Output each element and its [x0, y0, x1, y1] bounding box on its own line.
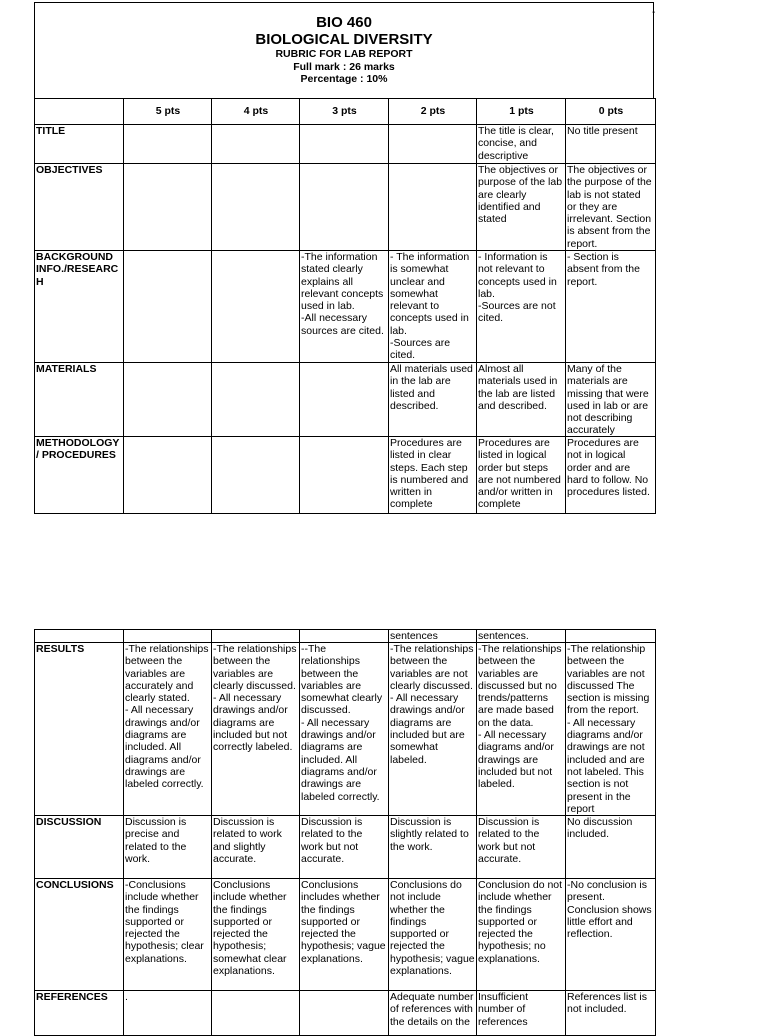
course-code: BIO 460 — [316, 14, 372, 31]
rubric-cell — [389, 164, 477, 251]
rubric-cell — [477, 125, 566, 164]
rubric-cell — [566, 643, 656, 816]
rubric-cell-text: sentences. — [478, 630, 529, 642]
rubric-cell — [212, 437, 300, 514]
rubric-cell-text: . — [125, 991, 128, 1003]
criterion-label: METHODOLOGY / PROCEDURES — [36, 437, 120, 462]
rubric-cell — [566, 125, 656, 164]
rubric-cell-text: Discussion is related to the work but not accurate. — [478, 816, 540, 865]
rubric-cell-text: Discussion is slightly related to the work. — [390, 816, 469, 853]
rubric-cell — [477, 363, 566, 437]
rubric-cell-text: sentences — [390, 630, 438, 642]
rubric-row-discussion — [35, 816, 656, 879]
rubric-cell — [566, 816, 656, 879]
rubric-cell-text: -Conclusions include whether the findings supported or rejected the hypothesis; clear explanations. — [125, 879, 204, 965]
rubric-row-methodology — [35, 437, 656, 514]
rubric-cell — [477, 164, 566, 251]
score-column-header: 3 pts — [300, 99, 389, 125]
rubric-cell-text: Many of the materials are missing that were used in lab or are not describing accurately — [567, 363, 649, 436]
rubric-cell — [124, 125, 212, 164]
rubric-cell-text: -The relationships between the variables are clearly discussed. - All necessary drawings and/or diagrams are included but not correctly labeled. — [213, 643, 297, 754]
criterion-cell — [35, 816, 124, 879]
criterion-cell — [35, 164, 124, 251]
rubric-cell-text: Conclusions do not include whether the findings supported or rejected the hypothesis; vague explanations. — [390, 879, 475, 978]
corner-mark: - — [652, 7, 656, 18]
rubric-cell — [566, 363, 656, 437]
rubric-cell-text: -The relationships between the variables are not clearly discussed. - All necessary drawings and/or diagrams are included but are somewhat labeled. — [390, 643, 474, 766]
rubric-cell — [477, 630, 566, 643]
rubric-cell-text: -No conclusion is present. Conclusion shows little effort and reflection. — [567, 879, 652, 941]
rubric-cell — [389, 991, 477, 1036]
rubric-cell — [300, 437, 389, 514]
rubric-cell — [477, 991, 566, 1036]
rubric-cell — [566, 991, 656, 1036]
rubric-cell-text: - The information is somewhat unclear and somewhat relevant to concepts used in lab. -Sources are cited. — [390, 251, 470, 362]
criterion-label: TITLE — [36, 125, 66, 137]
rubric-cell — [212, 363, 300, 437]
rubric-cell — [124, 630, 212, 643]
rubric-cell — [477, 437, 566, 514]
rubric-cell — [300, 251, 389, 363]
rubric-cell — [212, 816, 300, 879]
document-header — [34, 2, 654, 98]
rubric-cell — [124, 879, 212, 991]
course-title: BIOLOGICAL DIVERSITY — [255, 31, 433, 48]
rubric-cell — [477, 251, 566, 363]
rubric-cell — [124, 643, 212, 816]
rubric-cell — [212, 125, 300, 164]
rubric-cell-text: --The relationships between the variables are somewhat clearly discussed. - All necessary drawings and/or diagrams are included. All diagrams and/or drawings are labeled correctly. — [301, 643, 383, 803]
rubric-cell-text: Conclusion do not include whether the findings supported or rejected the hypothesis; no explanations. — [478, 879, 563, 965]
rubric-cell — [389, 816, 477, 879]
rubric-row-background — [35, 251, 656, 363]
rubric-cell — [389, 363, 477, 437]
rubric-cell — [212, 164, 300, 251]
rubric-cell-text: Discussion is precise and related to the work. — [125, 816, 187, 865]
rubric-title: RUBRIC FOR LAB REPORT — [275, 48, 413, 60]
rubric-cell-text: Conclusions includes whether the findings supported or rejected the hypothesis; vague explanations. — [301, 879, 386, 965]
full-mark: Full mark : 26 marks — [293, 60, 395, 73]
rubric-cell — [477, 879, 566, 991]
rubric-cell — [389, 437, 477, 514]
score-column-header: 2 pts — [389, 99, 477, 125]
score-column-header: 5 pts — [124, 99, 212, 125]
rubric-cell — [566, 630, 656, 643]
rubric-row-materials — [35, 363, 656, 437]
rubric-cell-text: Procedures are not in logical order and are hard to follow. No procedures listed. — [567, 437, 650, 499]
criterion-label: OBJECTIVES — [36, 164, 103, 176]
rubric-cell — [389, 879, 477, 991]
rubric-cell — [566, 251, 656, 363]
rubric-cell-text: -The relationship between the variables are not discussed The section is missing from the report. - All necessary diagrams and/or drawings are not included and are not labeled. This section is not present in the report — [567, 643, 650, 815]
rubric-cell — [300, 125, 389, 164]
rubric-cell — [300, 991, 389, 1036]
rubric-cell-text: References list is not included. — [567, 991, 647, 1016]
rubric-cell — [477, 816, 566, 879]
rubric-cell-text: All materials used in the lab are listed and described. — [390, 363, 473, 412]
rubric-cell — [389, 643, 477, 816]
criterion-cell — [35, 991, 124, 1036]
criterion-label: DISCUSSION — [36, 816, 102, 828]
rubric-cell — [300, 643, 389, 816]
rubric-cell-text: Procedures are listed in logical order but steps are not numbered and/or written in complete — [478, 437, 561, 511]
rubric-cell-text: No title present — [567, 125, 638, 137]
criterion-label: BACKGROUND INFO./RESEARC H — [36, 251, 119, 288]
rubric-cell — [300, 630, 389, 643]
rubric-cell — [477, 643, 566, 816]
rubric-cell — [212, 991, 300, 1036]
score-column-header: 4 pts — [212, 99, 300, 125]
rubric-cell — [212, 251, 300, 363]
rubric-cell — [124, 251, 212, 363]
criterion-label: RESULTS — [36, 643, 85, 655]
criterion-cell — [35, 879, 124, 991]
rubric-cell — [124, 816, 212, 879]
rubric-cell — [124, 437, 212, 514]
rubric-table-part-1 — [34, 98, 656, 514]
rubric-cell — [212, 879, 300, 991]
criterion-column-header — [35, 99, 124, 125]
criterion-label: CONCLUSIONS — [36, 879, 114, 891]
criterion-cell — [35, 643, 124, 816]
rubric-table-part-2 — [34, 629, 656, 1036]
rubric-cell-text: The objectives or the purpose of the lab is not stated or they are irrelevant. Section is absent from the report. — [567, 164, 652, 250]
rubric-cell-text: Procedures are listed in clear steps. Each step is numbered and written in complete — [390, 437, 469, 511]
rubric-cell-text: -The information stated clearly explains all relevant concepts used in lab. -All necessary sources are cited. — [301, 251, 384, 337]
rubric-cell-text: No discussion included. — [567, 816, 633, 841]
rubric-cell-text: Almost all materials used in the lab are listed and described. — [478, 363, 558, 412]
rubric-cell — [566, 164, 656, 251]
criterion-cell — [35, 251, 124, 363]
rubric-row-continued — [35, 630, 656, 643]
score-header-row — [35, 99, 656, 125]
rubric-cell-text: Adequate number of references with the details on the — [390, 991, 474, 1028]
percentage: Percentage : 10% — [300, 73, 388, 85]
rubric-cell — [389, 630, 477, 643]
score-column-header: 0 pts — [566, 99, 656, 125]
rubric-cell — [566, 879, 656, 991]
rubric-cell-text: Insufficient number of references — [478, 991, 529, 1028]
rubric-row-objectives — [35, 164, 656, 251]
rubric-cell-text: -The relationships between the variables are accurately and clearly stated. - All necessary drawings and/or diagrams are included. All diagrams and/or drawings are labeled correctly. — [125, 643, 209, 791]
rubric-cell-text: The title is clear, concise, and descriptive — [478, 125, 554, 162]
rubric-cell-text: Discussion is related to work and slightly accurate. — [213, 816, 282, 865]
score-column-header: 1 pts — [477, 99, 566, 125]
rubric-cell — [124, 991, 212, 1036]
rubric-cell-text: - Section is absent from the report. — [567, 251, 640, 288]
rubric-cell — [300, 816, 389, 879]
rubric-cell-text: Discussion is related to the work but not accurate. — [301, 816, 363, 865]
criterion-label: REFERENCES — [36, 991, 108, 1003]
rubric-cell — [300, 164, 389, 251]
rubric-cell — [124, 363, 212, 437]
rubric-cell — [212, 630, 300, 643]
criterion-cell — [35, 125, 124, 164]
criterion-cell — [35, 630, 124, 643]
rubric-row-results — [35, 643, 656, 816]
rubric-cell-text: - Information is not relevant to concepts used in lab. -Sources are not cited. — [478, 251, 557, 325]
rubric-cell-text: Conclusions include whether the findings supported or rejected the hypothesis; somewhat clear explanations. — [213, 879, 287, 978]
rubric-row-references — [35, 991, 656, 1036]
rubric-cell — [124, 164, 212, 251]
rubric-row-title — [35, 125, 656, 164]
criterion-cell — [35, 363, 124, 437]
rubric-row-conclusions — [35, 879, 656, 991]
rubric-cell — [389, 125, 477, 164]
criterion-label: MATERIALS — [36, 363, 97, 375]
rubric-cell — [389, 251, 477, 363]
rubric-cell — [212, 643, 300, 816]
rubric-cell — [300, 879, 389, 991]
rubric-cell — [300, 363, 389, 437]
rubric-cell — [566, 437, 656, 514]
rubric-cell-text: The objectives or purpose of the lab are clearly identified and stated — [478, 164, 563, 226]
criterion-cell — [35, 437, 124, 514]
rubric-cell-text: -The relationships between the variables are discussed but no trends/patterns are made based on the data. - All necessary diagrams and/or drawings are included but not labeled. — [478, 643, 562, 791]
